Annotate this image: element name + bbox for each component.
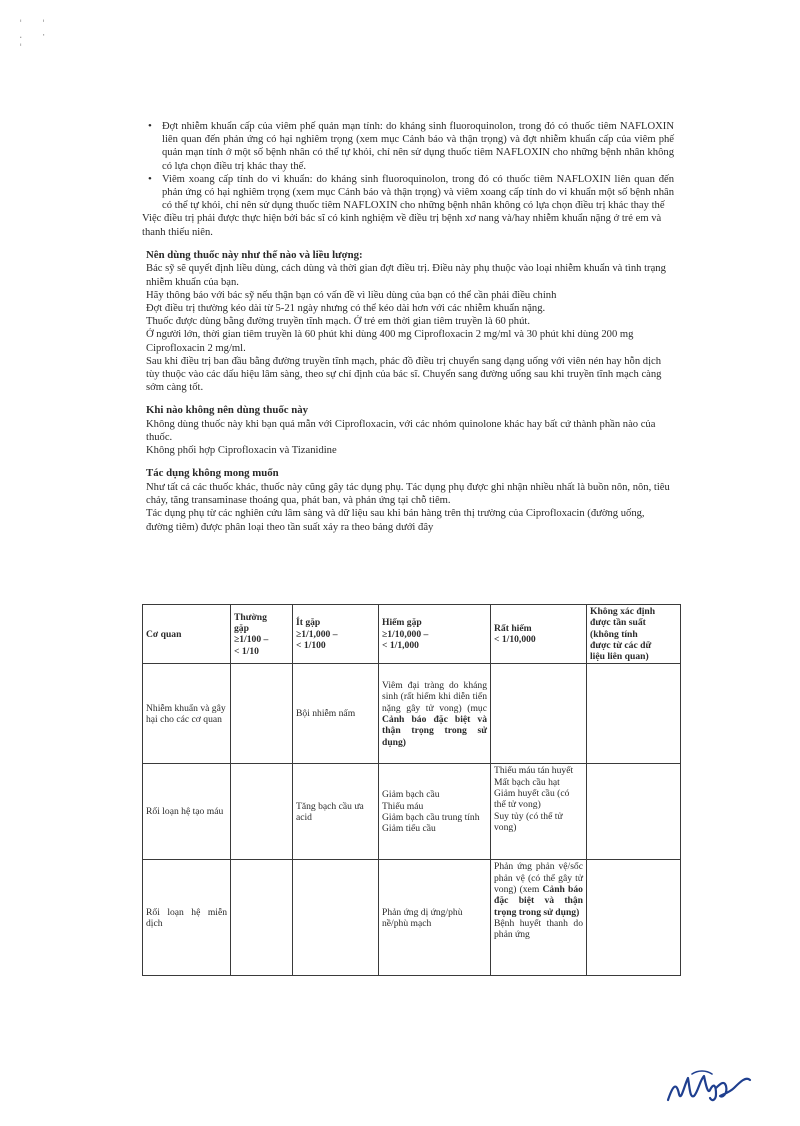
cell-line: Cảnh báo đặc biệt và thận trọng trong sử dụng) [494,884,583,918]
header-organ: Cơ quan [143,605,231,664]
cell-common [231,860,293,976]
cell-line: Thiếu máu tán huyết [494,765,574,777]
contraindications-paragraph: Không dùng thuốc này khi bạn quá mẫn với Ciprofloxacin, với các nhóm quinolone khác hay bất cứ thành phần nào của thuốc. [146,418,656,444]
scan-corner-marks: ' ' . · ' [18,19,53,53]
side-effects-paragraph: Tác dụng phụ từ các nghiên cứu lâm sàng và dữ liệu sau khi bán hàng trên thị trường của Ciprofloxacin (đường uống, đường tiêm) được phân loại theo tần suất xảy ra theo bảng dưới đây [146,508,645,533]
cell-line: Mất bạch cầu hạt [494,776,560,788]
handwritten-signature-icon [664,1066,774,1110]
list-item: • Đợt nhiễm khuẩn cấp của viêm phế quản mạn tính: do kháng sinh fluoroquinolon, trong đó có thuốc tiêm NAFLOXIN liên quan đến phản ứng có hại nghiêm trọng (xem mục Cảnh báo và thận trọng) và đợt nhiễm khuẩn cấp của viêm phế quản mạn tính ở một số bệnh nhân có thể tự khỏi, chỉ nên sử dụng thuốc tiêm NAFLOXIN cho những bệnh nhân không có lựa chọn điều trị khác thay thế. [146,120,674,173]
cell-rare [379,664,491,764]
dosage-paragraph: Thuốc được dùng bằng đường truyền tĩnh mạch. Ở trẻ em thời gian tiêm truyền là 60 phút. [146,316,530,328]
cell-very-rare [491,764,587,860]
header-uncommon: Ít gặp ≥1/1,000 – < 1/100 [293,605,379,664]
cell-line: Bệnh huyết thanh do phản ứng [494,917,583,941]
indication-list [146,120,674,212]
dosage-paragraph: Đợt điều trị thường kéo dài từ 5-21 ngày nhưng có thể kéo dài hơn với các nhiễm khuẩn nặng. [146,302,546,314]
header-common: Thường gặp ≥1/100 – < 1/10 [231,605,293,664]
table-row [143,664,681,764]
cell-unknown [587,664,681,764]
cell-unknown [587,860,681,976]
cell-line: Giảm bạch cầu [382,789,440,801]
table-row [143,860,681,976]
cell-line: Phản ứng phản vệ/sốc phản vệ (có thể gây tử vong) (xem [494,861,583,896]
cell-very-rare [491,664,587,764]
side-effects-heading: Tác dụng không mong muốn [146,467,279,480]
contraindications-paragraph: Không phối hợp Ciprofloxacin và Tizanidine [146,445,337,457]
dosage-paragraph: Bác sỹ sẽ quyết định liều dùng, cách dùng và thời gian đợt điều trị. Điều này phụ thuộc vào loại nhiễm khuẩn và tình trạng nhiễm khuẩn của bạn. [146,263,666,288]
cell-line: Giảm huyết cầu (có thể tử vong) [494,788,570,811]
cell-rare [379,860,491,976]
dosage-heading: Nên dùng thuốc này như thế nào và liều lượng: [146,248,363,261]
cell-line: Cảnh báo đặc biệt và thận trọng trong sử dụng) [382,713,487,748]
table-row [143,764,681,860]
cell-line: Giảm bạch cầu trung tính [382,811,480,823]
cell-line: Thiếu máu [382,800,424,812]
cell-line: Suy tủy (có thể tử vong) [494,810,563,833]
cell-line: Viêm đại tràng do kháng sinh (rất hiếm khi diễn tiến nặng gây tử vong) (mục [382,680,487,714]
dosage-paragraph: Ở người lớn, thời gian tiêm truyền là 60 phút khi dùng 400 mg Ciprofloxacin 2 mg/ml và 30 phút khi dùng 200 mg Ciprofloxacin 2 mg/ml. [146,329,634,354]
cell-uncommon: Bội nhiễm nấm [293,664,379,764]
cell-common [231,764,293,860]
cell-unknown [587,764,681,860]
cell-organ: Rối loạn hệ miễn dịch [143,860,231,976]
cell-uncommon [293,860,379,976]
table-header-row [143,605,681,664]
header-unknown: Không xác định được tần suất (không tính được từ các dữ liệu liên quan) [587,605,681,664]
header-very-rare: Rất hiếm < 1/10,000 [491,605,587,664]
cell-line: Giảm tiểu cầu [382,823,436,835]
dosage-paragraph: Sau khi điều trị ban đầu bằng đường truyền tĩnh mạch, phác đồ điều trị chuyển sang dạng uống với viên nén hay hỗn dịch tùy thuộc vào các dấu hiệu lâm sàng, theo sự chỉ định của bác sĩ. Chuyển sang đường uống sau khi truyền tĩnh mạch càng sớm càng tốt. [146,355,662,394]
side-effects-paragraph: Như tất cả các thuốc khác, thuốc này cũng gây tác dụng phụ. Tác dụng phụ được ghi nhận nhiều nhất là buồn nôn, nôn, tiêu chảy, tăng transaminase thoáng qua, phát ban, và phản ứng tại chỗ tiêm. [146,481,670,507]
document-body [142,120,674,534]
contraindications-heading: Khi nào không nên dùng thuốc này [146,404,309,417]
cell-line: Phản ứng dị ứng/phù nề/phù mạch [382,906,463,929]
list-item: • Viêm xoang cấp tính do vi khuẩn: do kháng sinh fluoroquinolon, trong đó có thuốc tiêm NAFLOXIN liên quan đến phản ứng có hại nghiêm trọng (xem mục Cảnh báo và thận trọng) và viêm xoang cấp tính do vi khuẩn một số bệnh nhân có thể tự khỏi, chỉ nên sử dụng thuốc tiêm NAFLOXIN cho những bệnh nhân không có lựa chọn điều trị khác thay thế [146,173,674,213]
cell-organ: Rối loạn hệ tạo máu [143,764,231,860]
cell-organ: Nhiễm khuẩn và gây hại cho các cơ quan [143,664,231,764]
treatment-note: Việc điều trị phải được thực hiện bởi bác sĩ có kinh nghiệm về điều trị bệnh xơ nang và/hay nhiễm khuẩn nặng ở trẻ em và thanh thiếu niên. [142,213,662,238]
cell-very-rare [491,860,587,976]
dosage-paragraph: Hãy thông báo với bác sỹ nếu thận bạn có vấn đề vì liều dùng của bạn có thể cần phải điều chỉnh [146,289,557,301]
cell-uncommon: Tăng bạch cầu ưa acid [293,764,379,860]
header-rare: Hiếm gặp ≥1/10,000 – < 1/1,000 [379,605,491,664]
side-effects-table [142,604,681,976]
cell-common [231,664,293,764]
cell-rare [379,764,491,860]
